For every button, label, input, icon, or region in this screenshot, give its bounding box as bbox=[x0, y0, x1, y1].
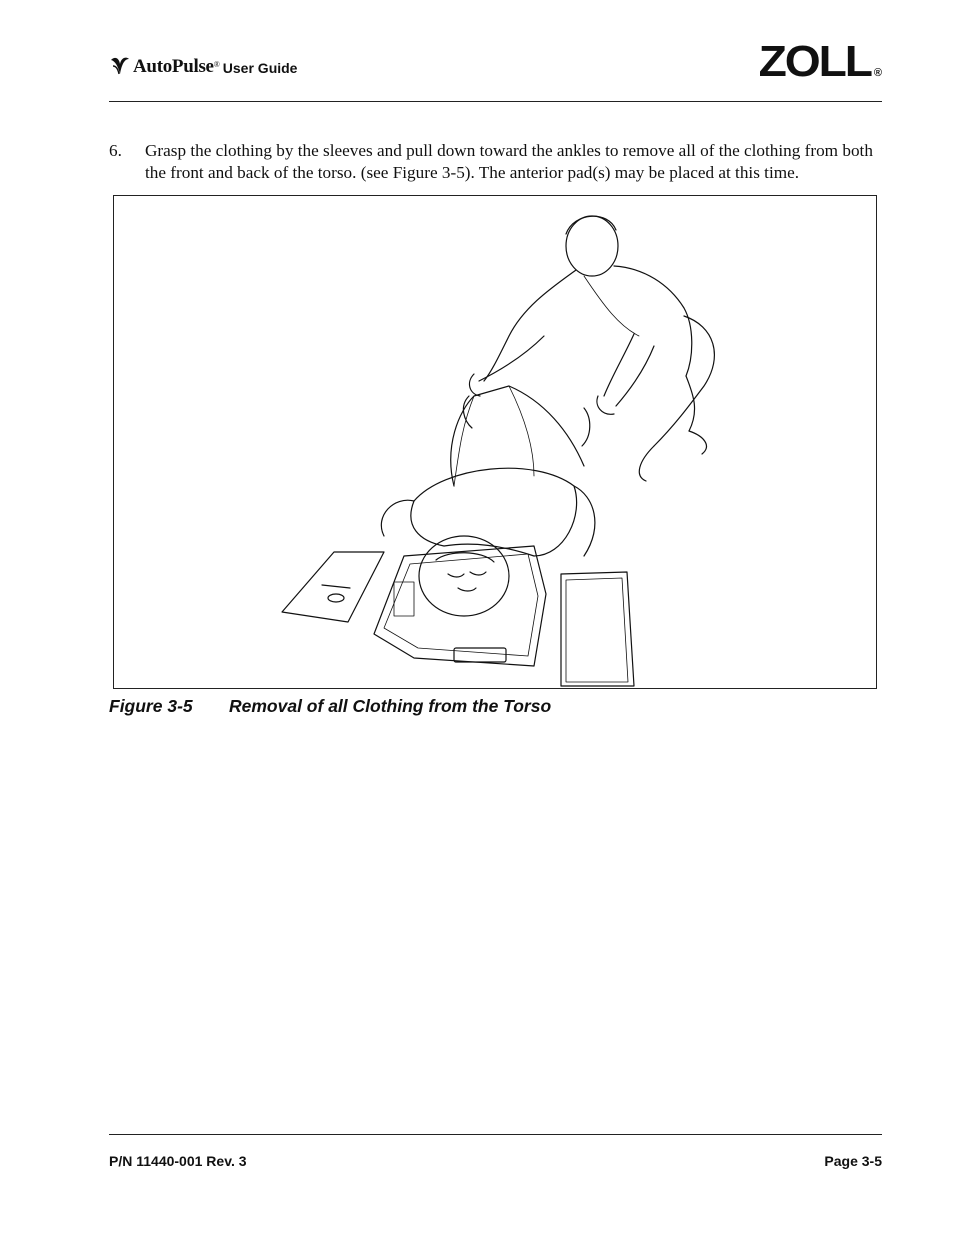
clothing-removal-illustration bbox=[114, 196, 876, 688]
footer-divider bbox=[109, 1134, 882, 1135]
brand-suffix: User Guide bbox=[222, 60, 298, 76]
brand-name: AutoPulse bbox=[133, 56, 214, 77]
autopulse-brand bbox=[109, 54, 297, 78]
zoll-wordmark: ZOLL bbox=[758, 37, 871, 86]
brand-registered-mark: ® bbox=[213, 60, 220, 69]
header-divider bbox=[109, 101, 882, 102]
zoll-logo bbox=[758, 37, 882, 86]
page-number: Page 3-5 bbox=[824, 1153, 882, 1169]
part-number: P/N 11440-001 Rev. 3 bbox=[109, 1153, 247, 1169]
zoll-registered-mark: ® bbox=[873, 67, 882, 79]
figure-illustration bbox=[113, 195, 877, 689]
step-text: Grasp the clothing by the sleeves and pull down toward the ankles to remove all of the clothing from both the front and back of the torso. (see Figure 3-5). The anterior pad(s) may be placed at this time. bbox=[145, 141, 873, 182]
figure-title: Removal of all Clothing from the Torso bbox=[229, 696, 552, 716]
figure-number: Figure 3-5 bbox=[109, 696, 193, 716]
step-number: 6. bbox=[109, 141, 122, 160]
page-header bbox=[109, 37, 882, 102]
autopulse-swoosh-icon bbox=[109, 54, 131, 78]
